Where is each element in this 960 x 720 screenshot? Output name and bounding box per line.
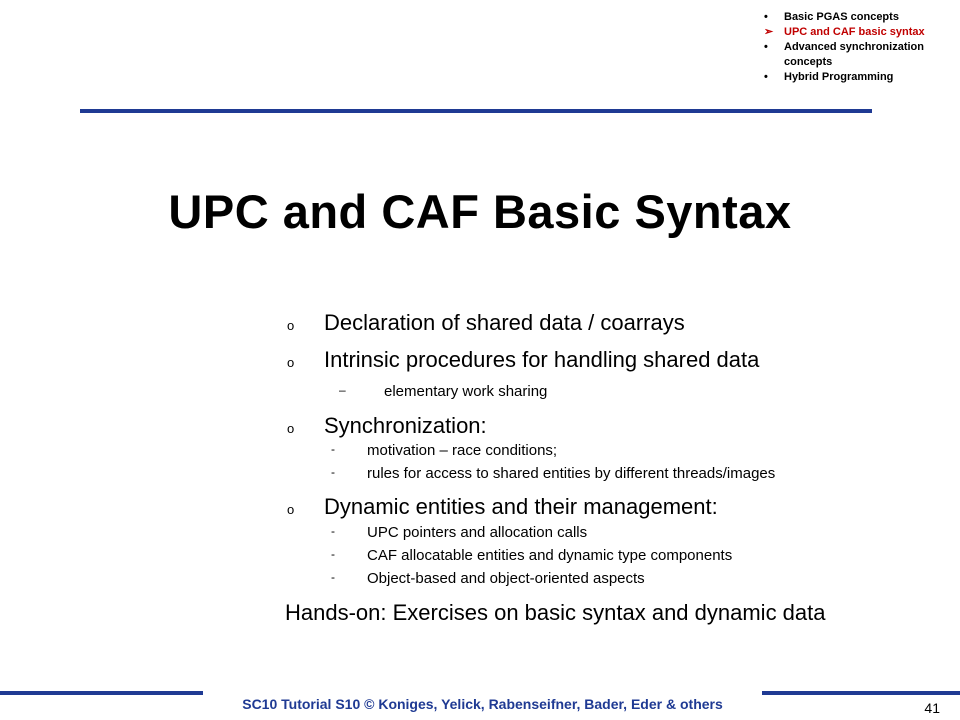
footer-divider-left xyxy=(0,691,203,695)
dash-bullet-icon: - xyxy=(331,570,335,584)
circle-bullet-icon: o xyxy=(287,502,295,517)
handson-line: Hands-on: Exercises on basic syntax and dynamic data xyxy=(285,600,826,625)
footer-credit: SC10 Tutorial S10 © Koniges, Yelick, Rabenseifner, Bader, Eder & others xyxy=(242,696,723,712)
agenda-item-label: Hybrid Programming xyxy=(784,71,894,83)
agenda-item xyxy=(762,10,952,25)
circle-bullet-icon: o xyxy=(287,355,295,370)
dash-bullet-icon: - xyxy=(331,442,335,456)
dash-bullet-icon: - xyxy=(331,524,335,538)
agenda-item-label: Advanced synchronization concepts xyxy=(784,41,924,68)
arrow-bullet-icon: ➢ xyxy=(764,26,774,38)
bullet-text: Declaration of shared data / coarrays xyxy=(324,310,685,335)
footer-divider-right xyxy=(762,691,960,695)
agenda-item-current xyxy=(762,25,952,40)
sub-bullet-text: Object-based and object-oriented aspects xyxy=(367,570,645,587)
agenda-item-label: UPC and CAF basic syntax xyxy=(784,26,925,38)
circle-bullet-icon: o xyxy=(287,318,295,333)
sub-bullet-text: motivation – race conditions; xyxy=(367,442,558,459)
agenda-list xyxy=(762,10,952,85)
bullet-icon: • xyxy=(764,11,768,23)
sub-bullet-text: UPC pointers and allocation calls xyxy=(367,524,588,541)
sub-bullet-text: rules for access to shared entities by different threads/images xyxy=(367,465,776,482)
agenda-item xyxy=(762,40,952,70)
page-number: 41 xyxy=(924,700,940,716)
sub-bullet-text: elementary work sharing xyxy=(384,383,548,400)
sub-bullet-text: CAF allocatable entities and dynamic type components xyxy=(367,547,733,564)
header-divider xyxy=(80,109,872,113)
agenda-item xyxy=(762,70,952,85)
agenda-item-label: Basic PGAS concepts xyxy=(784,11,899,23)
dash-bullet-icon: - xyxy=(331,547,335,561)
circle-bullet-icon: o xyxy=(287,421,295,436)
bullet-text: Dynamic entities and their management: xyxy=(324,494,718,519)
slide-title: UPC and CAF Basic Syntax xyxy=(168,185,792,238)
bullet-icon: • xyxy=(764,71,768,83)
bullet-icon: • xyxy=(764,41,768,53)
bullet-text: Synchronization: xyxy=(324,413,487,438)
dash-bullet-icon: – xyxy=(339,383,346,397)
dash-bullet-icon: - xyxy=(331,465,335,479)
bullet-text: Intrinsic procedures for handling shared data xyxy=(324,347,760,372)
